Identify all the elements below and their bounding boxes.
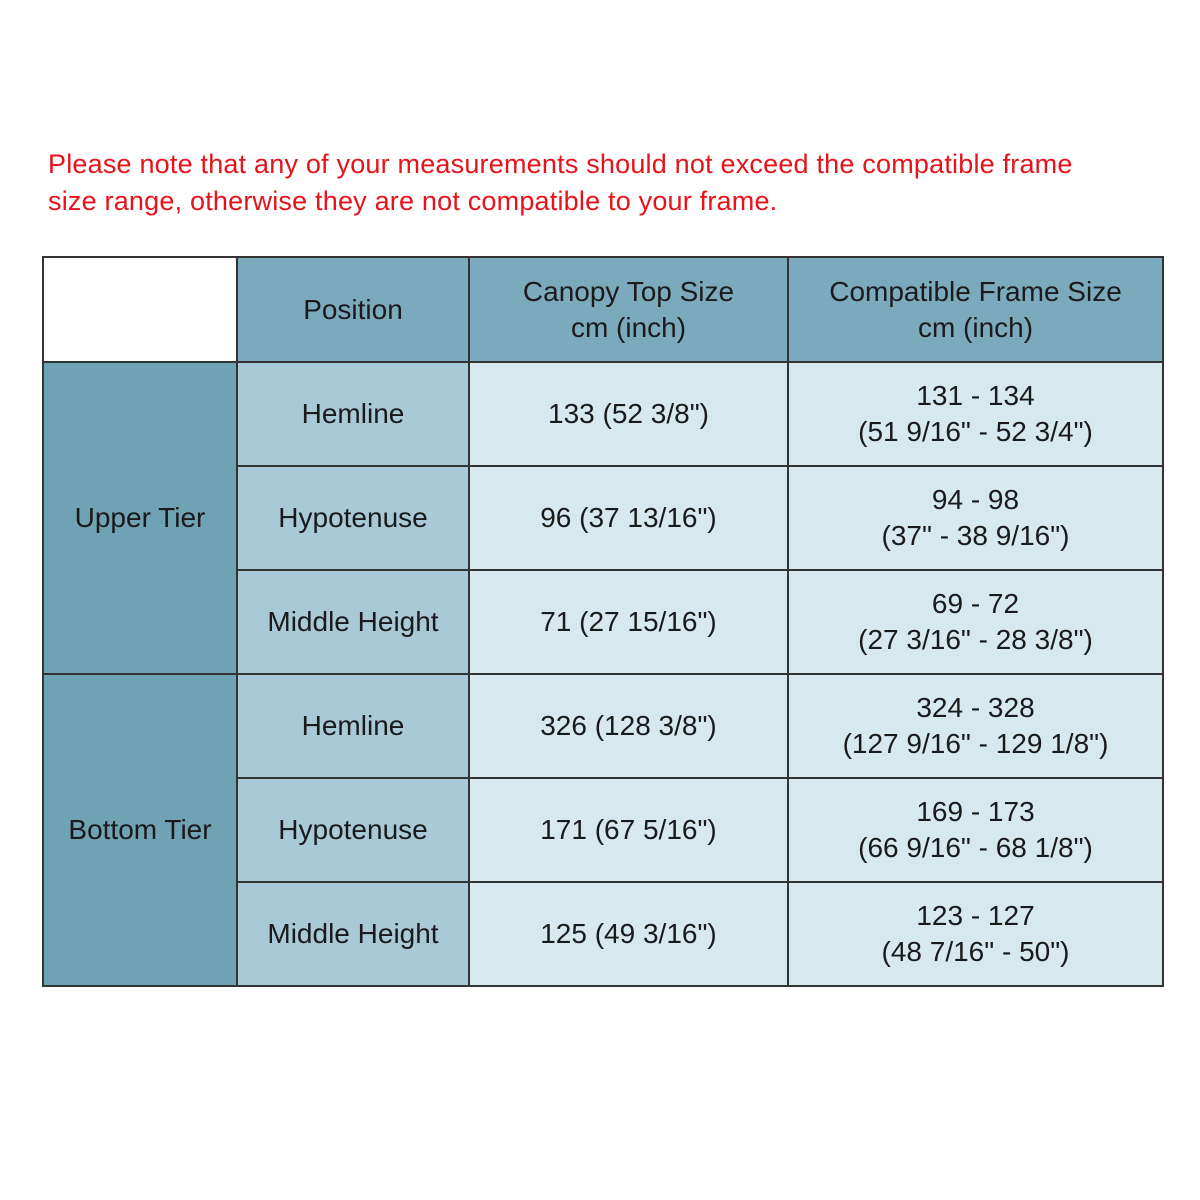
- frame-range-cm: 324 - 328: [916, 692, 1035, 723]
- canopy-size-cell: 96 (37 13/16"): [469, 466, 788, 570]
- frame-range-inch: (66 9/16" - 68 1/8"): [858, 832, 1093, 863]
- frame-range-inch: (51 9/16" - 52 3/4"): [858, 416, 1093, 447]
- canopy-header-title: Canopy Top Size: [522, 275, 735, 307]
- header-row: [43, 257, 1163, 362]
- notice-line-2: size range, otherwise they are not compatible to your frame.: [48, 186, 778, 216]
- compatibility-notice: [48, 146, 1158, 220]
- canopy-size-cell: 125 (49 3/16"): [469, 882, 788, 986]
- frame-size-cell: [788, 362, 1163, 466]
- position-cell: Hemline: [237, 674, 469, 778]
- tier-label-bottom: Bottom Tier: [43, 674, 237, 986]
- tier-label-upper: Upper Tier: [43, 362, 237, 674]
- frame-size-cell: [788, 570, 1163, 674]
- canopy-size-cell: 71 (27 15/16"): [469, 570, 788, 674]
- frame-range-cm: 123 - 127: [916, 900, 1035, 931]
- frame-size-cell: [788, 778, 1163, 882]
- position-cell: Hypotenuse: [237, 466, 469, 570]
- notice-line-1: Please note that any of your measurements should not exceed the compatible frame: [48, 149, 1073, 179]
- frame-range-inch: (37" - 38 9/16"): [881, 520, 1070, 551]
- frame-range-inch: (27 3/16" - 28 3/8"): [858, 624, 1093, 655]
- position-cell: Hypotenuse: [237, 778, 469, 882]
- frame-range-cm: 169 - 173: [916, 796, 1035, 827]
- canopy-top-size-header: [469, 257, 788, 362]
- canopy-header-unit: cm (inch): [570, 311, 687, 343]
- position-header: Position: [237, 257, 469, 362]
- position-cell: Middle Height: [237, 882, 469, 986]
- corner-cell: [43, 257, 237, 362]
- frame-range-inch: (127 9/16" - 129 1/8"): [842, 728, 1109, 759]
- position-cell: Middle Height: [237, 570, 469, 674]
- canopy-size-cell: 133 (52 3/8"): [469, 362, 788, 466]
- frame-range-cm: 94 - 98: [931, 484, 1020, 515]
- table-row: [43, 674, 1163, 778]
- canopy-size-cell: 171 (67 5/16"): [469, 778, 788, 882]
- frame-range-inch: (48 7/16" - 50"): [881, 936, 1070, 967]
- compatible-frame-size-header: [788, 257, 1163, 362]
- frame-header-title: Compatible Frame Size: [829, 275, 1122, 307]
- table-row: [43, 362, 1163, 466]
- canopy-size-cell: 326 (128 3/8"): [469, 674, 788, 778]
- frame-range-cm: 69 - 72: [931, 588, 1020, 619]
- size-table: [42, 256, 1164, 987]
- frame-size-cell: [788, 674, 1163, 778]
- frame-size-cell: [788, 466, 1163, 570]
- frame-size-cell: [788, 882, 1163, 986]
- position-cell: Hemline: [237, 362, 469, 466]
- frame-header-unit: cm (inch): [917, 311, 1034, 343]
- frame-range-cm: 131 - 134: [916, 380, 1035, 411]
